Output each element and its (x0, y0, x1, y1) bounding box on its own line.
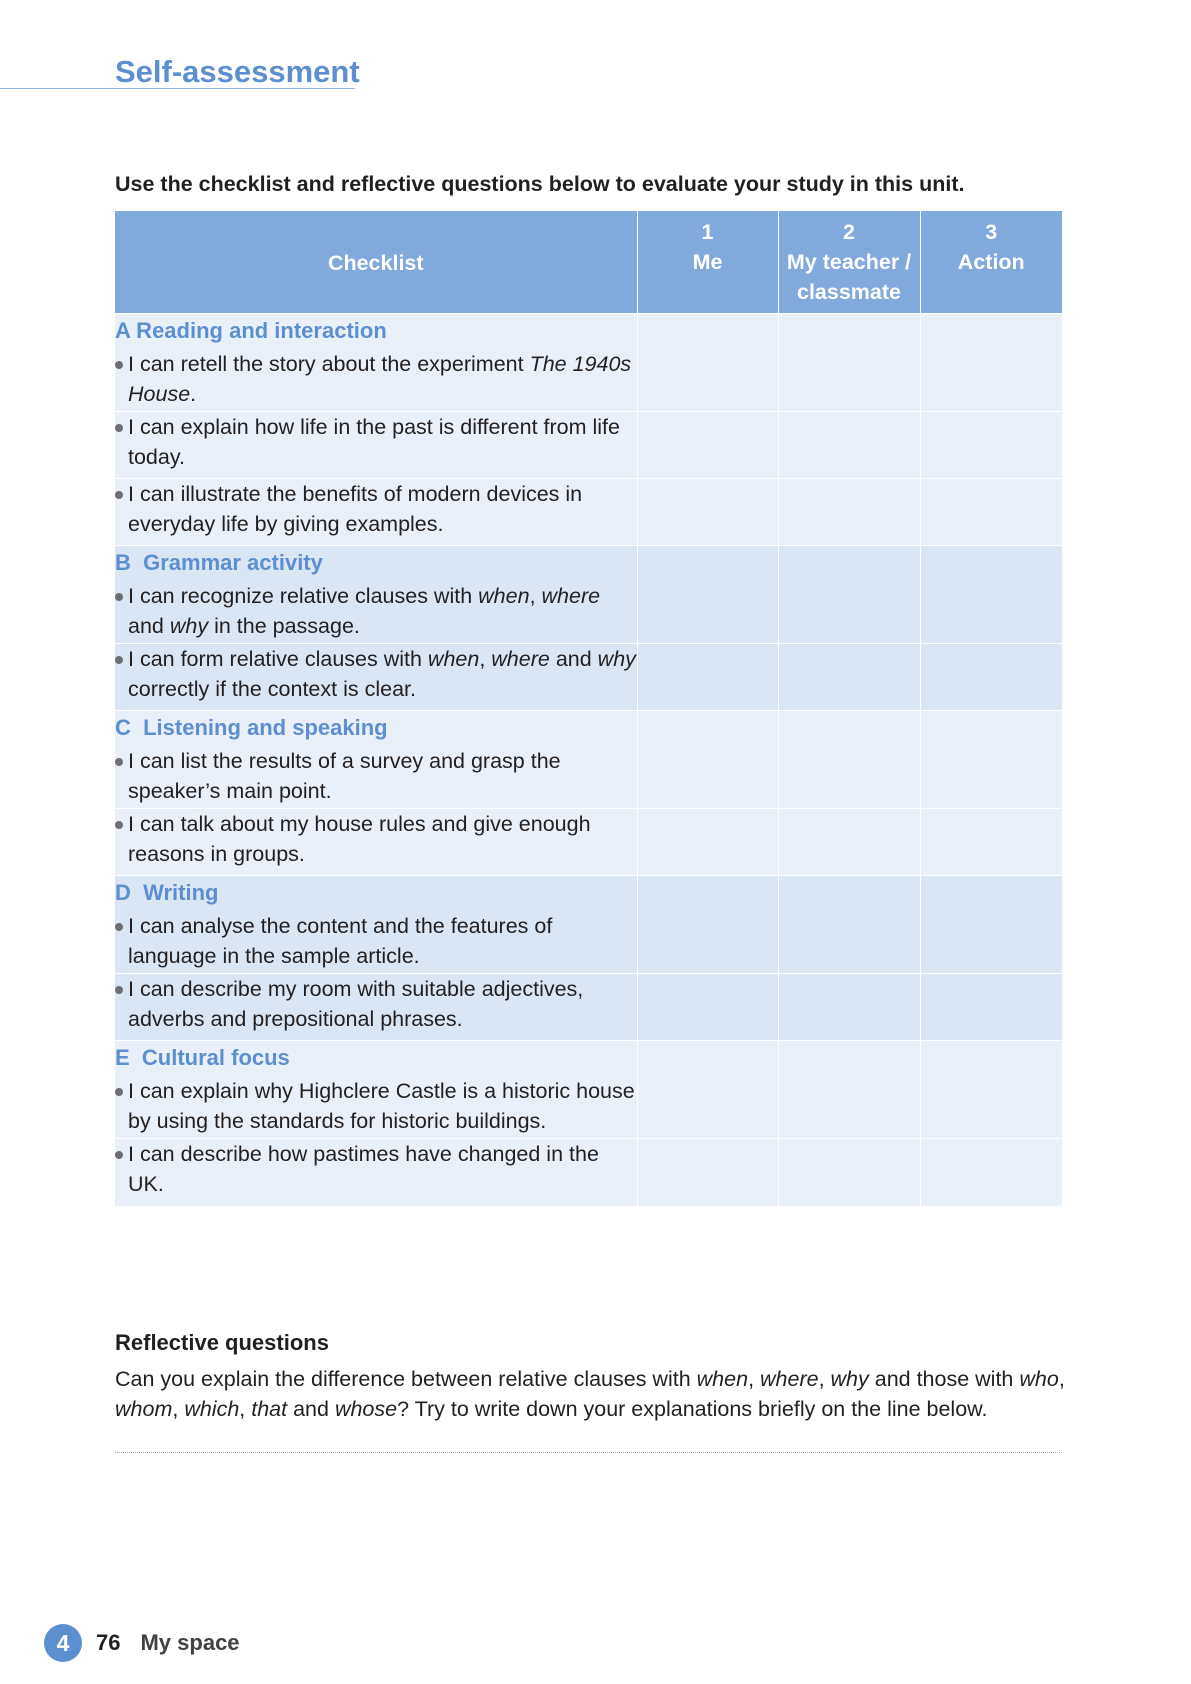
section-heading-d: D Writing (115, 880, 219, 905)
item-text: I can explain why Highclere Castle is a historic house by using the standards for historic buildings. (128, 1079, 635, 1133)
checklist-item (115, 1076, 637, 1136)
checklist-item (115, 349, 637, 409)
checklist-item-cell (115, 314, 637, 412)
question-text-italic: which (184, 1397, 240, 1421)
question-text-italic: who (1019, 1367, 1059, 1391)
question-text: and (287, 1397, 335, 1421)
checklist-item-cell (115, 974, 637, 1041)
question-text: , (748, 1367, 761, 1391)
bullet-icon (115, 923, 123, 931)
bullet-icon (115, 593, 123, 601)
teacher-cell[interactable] (778, 809, 920, 876)
bullet-icon (115, 821, 123, 829)
checklist-item-cell (115, 412, 637, 479)
bullet-icon (115, 361, 123, 369)
item-text: I can analyse the content and the features of language in the sample article. (128, 914, 553, 968)
header-action (920, 211, 1062, 314)
item-text-italic: when (427, 647, 480, 671)
answer-line[interactable] (115, 1452, 1062, 1453)
intro-instructions: Use the checklist and reflective questions below to evaluate your study in this unit. (115, 172, 965, 196)
checklist-item (115, 746, 637, 806)
table-row (115, 876, 1062, 974)
teacher-cell[interactable] (778, 711, 920, 809)
header-checklist (115, 211, 637, 314)
page-footer (44, 1623, 240, 1663)
table-row (115, 644, 1062, 711)
teacher-cell[interactable] (778, 546, 920, 644)
me-cell[interactable] (637, 809, 778, 876)
item-text: I can explain how life in the past is different from life today. (128, 415, 620, 469)
teacher-cell[interactable] (778, 479, 920, 546)
item-text-italic: where (491, 647, 550, 671)
checklist-header-row (115, 211, 1062, 314)
table-row (115, 1041, 1062, 1139)
teacher-cell[interactable] (778, 974, 920, 1041)
me-cell[interactable] (637, 412, 778, 479)
header-teacher-label-1: My teacher / (786, 250, 912, 274)
question-text-italic: where (760, 1367, 819, 1391)
item-text: , (479, 647, 492, 671)
checklist-item-cell (115, 809, 637, 876)
checklist-item-cell (115, 479, 637, 546)
question-text-italic: whose (334, 1397, 398, 1421)
action-cell[interactable] (920, 809, 1062, 876)
item-text: I can describe how pastimes have changed in the UK. (128, 1142, 599, 1196)
bullet-icon (115, 1088, 123, 1096)
table-row (115, 314, 1062, 412)
table-row (115, 974, 1062, 1041)
teacher-cell[interactable] (778, 1041, 920, 1139)
action-cell[interactable] (920, 412, 1062, 479)
header-me-number: 1 (701, 220, 714, 244)
action-cell[interactable] (920, 314, 1062, 412)
section-heading-b: B Grammar activity (115, 550, 323, 575)
unit-name: My space (140, 1630, 240, 1655)
checklist-item (115, 479, 637, 539)
teacher-cell[interactable] (778, 876, 920, 974)
me-cell[interactable] (637, 1041, 778, 1139)
item-text: , (529, 584, 542, 608)
question-text: ? Try to write down your explanations briefly on the line below. (397, 1397, 988, 1421)
header-action-number: 3 (985, 220, 998, 244)
bullet-icon (115, 1151, 123, 1159)
page-number: 76 (96, 1630, 121, 1655)
header-action-label: Action (957, 250, 1025, 274)
table-row (115, 809, 1062, 876)
checklist-table (115, 211, 1062, 1206)
header-teacher-number: 2 (843, 220, 855, 244)
action-cell[interactable] (920, 479, 1062, 546)
teacher-cell[interactable] (778, 644, 920, 711)
action-cell[interactable] (920, 876, 1062, 974)
table-row (115, 1139, 1062, 1206)
item-text: I can talk about my house rules and give enough reasons in groups. (128, 812, 591, 866)
checklist-item (115, 581, 637, 641)
me-cell[interactable] (637, 974, 778, 1041)
question-text: , (818, 1367, 831, 1391)
teacher-cell[interactable] (778, 314, 920, 412)
item-text: I can retell the story about the experiment (128, 352, 530, 376)
question-text-italic: whom (115, 1397, 173, 1421)
reflective-question-text (115, 1364, 1075, 1424)
me-cell[interactable] (637, 479, 778, 546)
section-heading-a: A Reading and interaction (115, 318, 387, 343)
item-text: I can recognize relative clauses with (128, 584, 479, 608)
item-text: I can illustrate the benefits of modern devices in everyday life by giving examples. (128, 482, 583, 536)
header-teacher-label-2: classmate (797, 280, 901, 304)
page-title: Self-assessment (115, 54, 360, 89)
checklist-item-cell (115, 711, 637, 809)
action-cell[interactable] (920, 974, 1062, 1041)
me-cell[interactable] (637, 711, 778, 809)
question-text-italic: that (251, 1397, 288, 1421)
me-cell[interactable] (637, 1139, 778, 1206)
teacher-cell[interactable] (778, 1139, 920, 1206)
unit-number-badge: 4 (44, 1624, 82, 1662)
question-text: , (239, 1397, 252, 1421)
checklist-item (115, 644, 637, 704)
reflective-questions-title: Reflective questions (115, 1330, 329, 1355)
me-cell[interactable] (637, 876, 778, 974)
header-checklist-label: Checklist (327, 251, 424, 275)
item-text-italic: The 1940s House (128, 352, 632, 406)
section-heading-c: C Listening and speaking (115, 715, 388, 740)
item-text-italic: why (169, 614, 209, 638)
checklist-item-cell (115, 546, 637, 644)
question-text: Can you explain the difference between relative clauses with (115, 1367, 697, 1391)
checklist-item (115, 911, 637, 971)
question-text-italic: when (696, 1367, 749, 1391)
bullet-icon (115, 986, 123, 994)
action-cell[interactable] (920, 1041, 1062, 1139)
title-underline (0, 88, 355, 89)
table-row (115, 412, 1062, 479)
section-heading-e: E Cultural focus (115, 1045, 290, 1070)
item-text-italic: where (541, 584, 601, 608)
item-text: I can list the results of a survey and grasp the speaker’s main point. (128, 749, 561, 803)
item-text: I can form relative clauses with (128, 647, 428, 671)
bullet-icon (115, 491, 123, 499)
checklist-item (115, 809, 637, 869)
header-me (637, 211, 778, 314)
checklist-item-cell (115, 1041, 637, 1139)
question-text: , (172, 1397, 185, 1421)
bullet-icon (115, 758, 123, 766)
item-text: . (190, 382, 197, 406)
checklist-item (115, 974, 637, 1034)
question-text: and those with (868, 1367, 1020, 1391)
item-text: correctly if the context is clear. (128, 677, 416, 701)
item-text: in the passage. (208, 614, 360, 638)
me-cell[interactable] (637, 644, 778, 711)
item-text: I can describe my room with suitable adjectives, adverbs and prepositional phrases. (128, 977, 584, 1031)
table-row (115, 711, 1062, 809)
action-cell[interactable] (920, 1139, 1062, 1206)
teacher-cell[interactable] (778, 412, 920, 479)
checklist-item-cell (115, 644, 637, 711)
question-text: , (1058, 1367, 1065, 1391)
me-cell[interactable] (637, 314, 778, 412)
item-text: and (128, 614, 170, 638)
bullet-icon (115, 656, 123, 664)
header-teacher (778, 211, 920, 314)
checklist-item-cell (115, 1139, 637, 1206)
bullet-icon (115, 424, 123, 432)
header-me-label: Me (692, 250, 723, 274)
me-cell[interactable] (637, 546, 778, 644)
checklist-item (115, 412, 637, 472)
checklist-item (115, 1139, 637, 1199)
table-row (115, 479, 1062, 546)
question-text-italic: why (830, 1367, 869, 1391)
action-cell[interactable] (920, 644, 1062, 711)
action-cell[interactable] (920, 546, 1062, 644)
item-text: and (549, 647, 598, 671)
checklist-item-cell (115, 876, 637, 974)
action-cell[interactable] (920, 711, 1062, 809)
item-text-italic: why (597, 647, 636, 671)
item-text-italic: when (478, 584, 530, 608)
table-row (115, 546, 1062, 644)
